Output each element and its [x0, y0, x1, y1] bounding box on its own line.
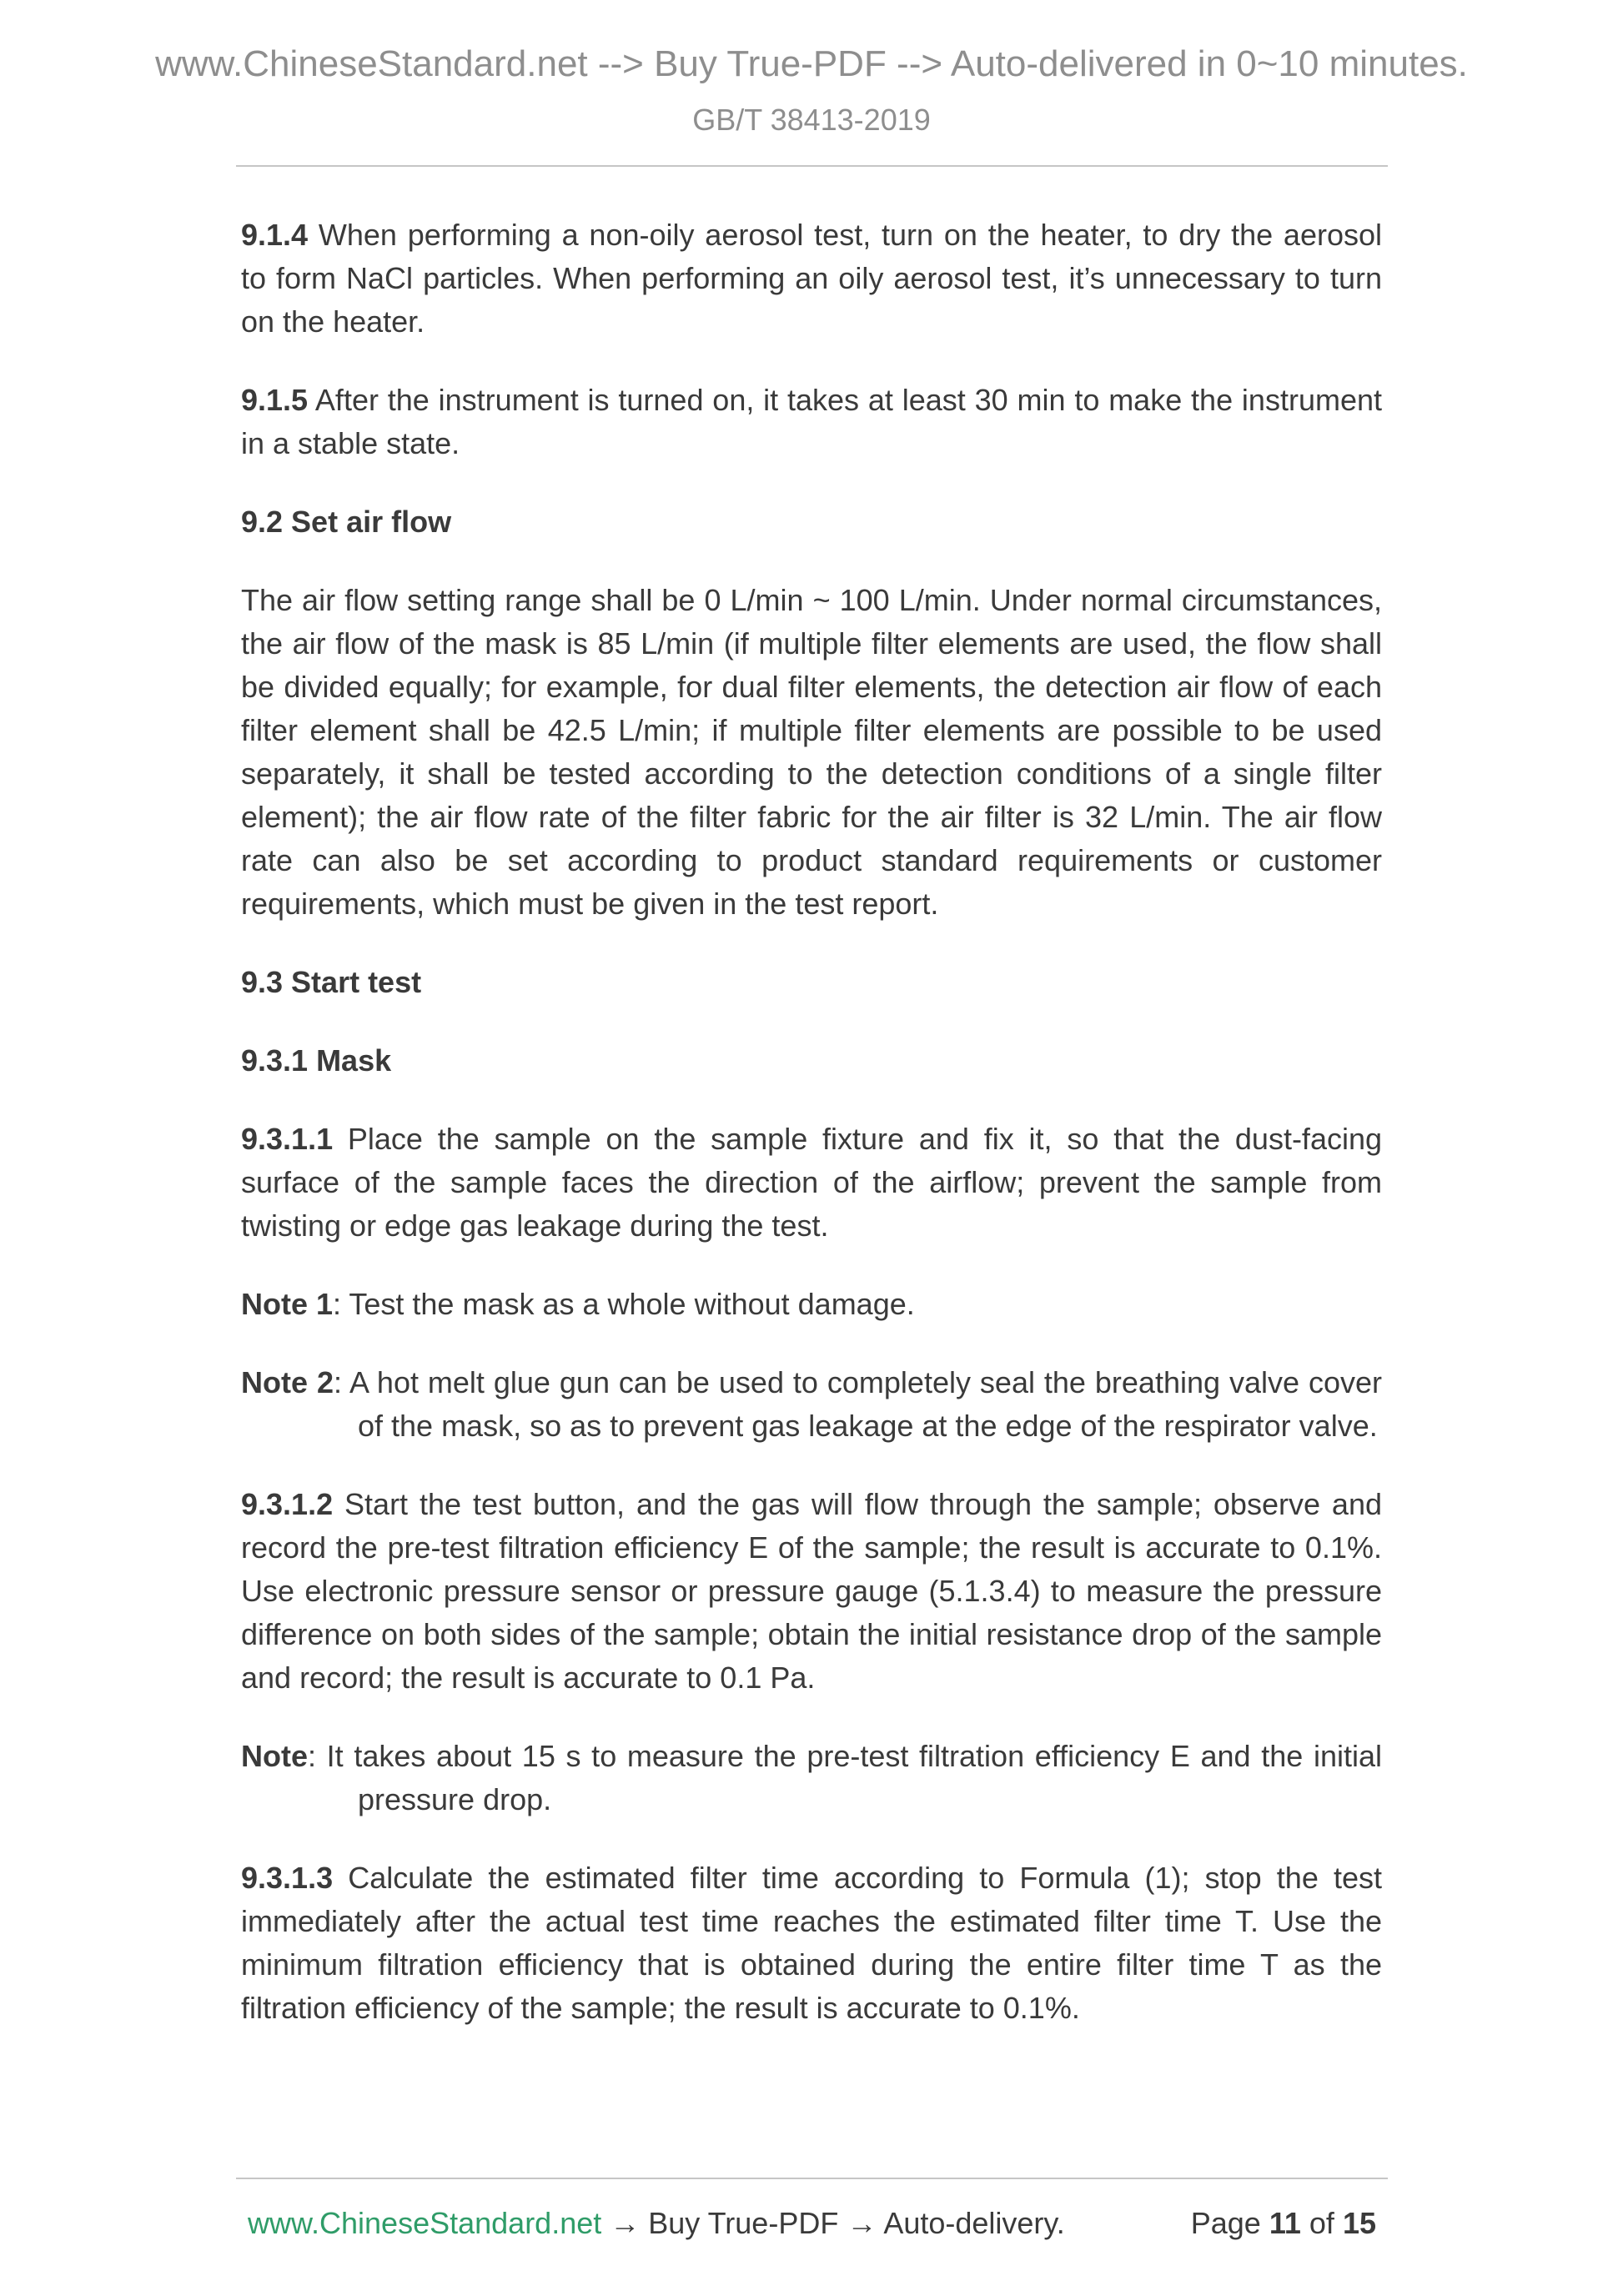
section-heading-9-2: 9.2 Set air flow — [241, 505, 452, 539]
note-1 — [241, 1283, 1382, 1326]
document-body — [241, 167, 1382, 2030]
section-heading-9-3-1: 9.3.1 Mask — [241, 1043, 392, 1078]
note-label: Note 1 — [241, 1287, 334, 1321]
page-label: Page — [1190, 2206, 1261, 2240]
clause-text: Calculate the estimated filter time according to Formula (1); stop the test immediately after the actual test time reaches the estimated filter time T. Use the minimum filtration efficiency that is obtained during the entire filter time T as the filtration efficiency of the sample; the result is accurate to 0.1%. — [241, 1861, 1382, 2025]
clause-number: 9.1.5 — [241, 383, 309, 417]
footer-site-link[interactable]: www.ChineseStandard.net — [248, 2206, 602, 2240]
note-text: : Test the mask as a whole without damage. — [333, 1287, 915, 1321]
note-text: : It takes about 15 s to measure the pre-test filtration efficiency E and the initial pressure drop. — [308, 1739, 1382, 1816]
paragraph-9-1-5 — [241, 379, 1382, 465]
standard-number: GB/T 38413-2019 — [692, 103, 931, 137]
paragraph-9-3-1-2 — [241, 1483, 1382, 1700]
footer-tagline — [248, 2204, 1065, 2243]
footer-divider — [236, 2178, 1388, 2179]
paragraph-9-3-1-3 — [241, 1856, 1382, 2030]
paragraph-9-3-1-1 — [241, 1118, 1382, 1248]
note-3 — [241, 1735, 1382, 1821]
note-label: Note — [241, 1739, 308, 1773]
note-2 — [241, 1361, 1382, 1448]
paragraph-9-2-body — [241, 579, 1382, 926]
page-footer — [236, 2178, 1388, 2243]
page-current: 11 — [1269, 2206, 1301, 2240]
paragraph-9-1-4 — [241, 214, 1382, 344]
footer-tagline-text: → Buy True-PDF → Auto-delivery. — [601, 2206, 1065, 2240]
note-text: : A hot melt glue gun can be used to completely seal the breathing valve cover of the mask, so as to prevent gas leakage at the edge of the respirator valve. — [333, 1365, 1382, 1443]
clause-text: After the instrument is turned on, it takes at least 30 min to make the instrument in a stable state. — [241, 383, 1382, 460]
page-indicator — [1191, 2204, 1376, 2243]
clause-number: 9.1.4 — [241, 218, 309, 252]
section-heading-9-3: 9.3 Start test — [241, 965, 422, 999]
page-header — [0, 0, 1623, 167]
clause-text: When performing a non-oily aerosol test, turn on the heater, to dry the aerosol to form NaCl particles. When performing an oily aerosol test, it’s unnecessary to turn on the heater. — [241, 218, 1382, 339]
page-total: 15 — [1342, 2206, 1376, 2240]
page-of-label: of — [1309, 2206, 1334, 2240]
clause-number: 9.3.1.2 — [241, 1487, 334, 1521]
note-label: Note 2 — [241, 1365, 334, 1399]
clause-number: 9.3.1.3 — [241, 1861, 334, 1895]
clause-text: Start the test button, and the gas will flow through the sample; observe and record the pre-test filtration efficiency E of the sample; the result is accurate to 0.1%. Use electronic pressure sensor or pressure gauge (5.1.3.4) to measure the pressure difference on both sides of the sample; obtain the initial resistance drop of the sample and record; the result is accurate to 0.1 Pa. — [241, 1487, 1382, 1695]
clause-text: The air flow setting range shall be 0 L/min ~ 100 L/min. Under normal circumstances, the air flow of the mask is 85 L/min (if multiple filter elements are used, the flow shall be divided equally; for example, for dual filter elements, the detection air flow of each filter element shall be 42.5 L/min; if multiple filter elements are possible to be used separately, it shall be tested according to the detection conditions of a single filter element); the air flow rate of the filter fabric for the air filter is 32 L/min. The air flow rate can also be set according to product standard requirements or customer requirements, which must be given in the test report. — [241, 583, 1382, 921]
clause-text: Place the sample on the sample fixture and fix it, so that the dust-facing surface of the sample faces the direction of the airflow; prevent the sample from twisting or edge gas leakage during the test. — [241, 1122, 1382, 1243]
header-promo-line: www.ChineseStandard.net --> Buy True-PDF --> Auto-delivered in 0~10 minutes. — [155, 43, 1468, 84]
clause-number: 9.3.1.1 — [241, 1122, 334, 1156]
